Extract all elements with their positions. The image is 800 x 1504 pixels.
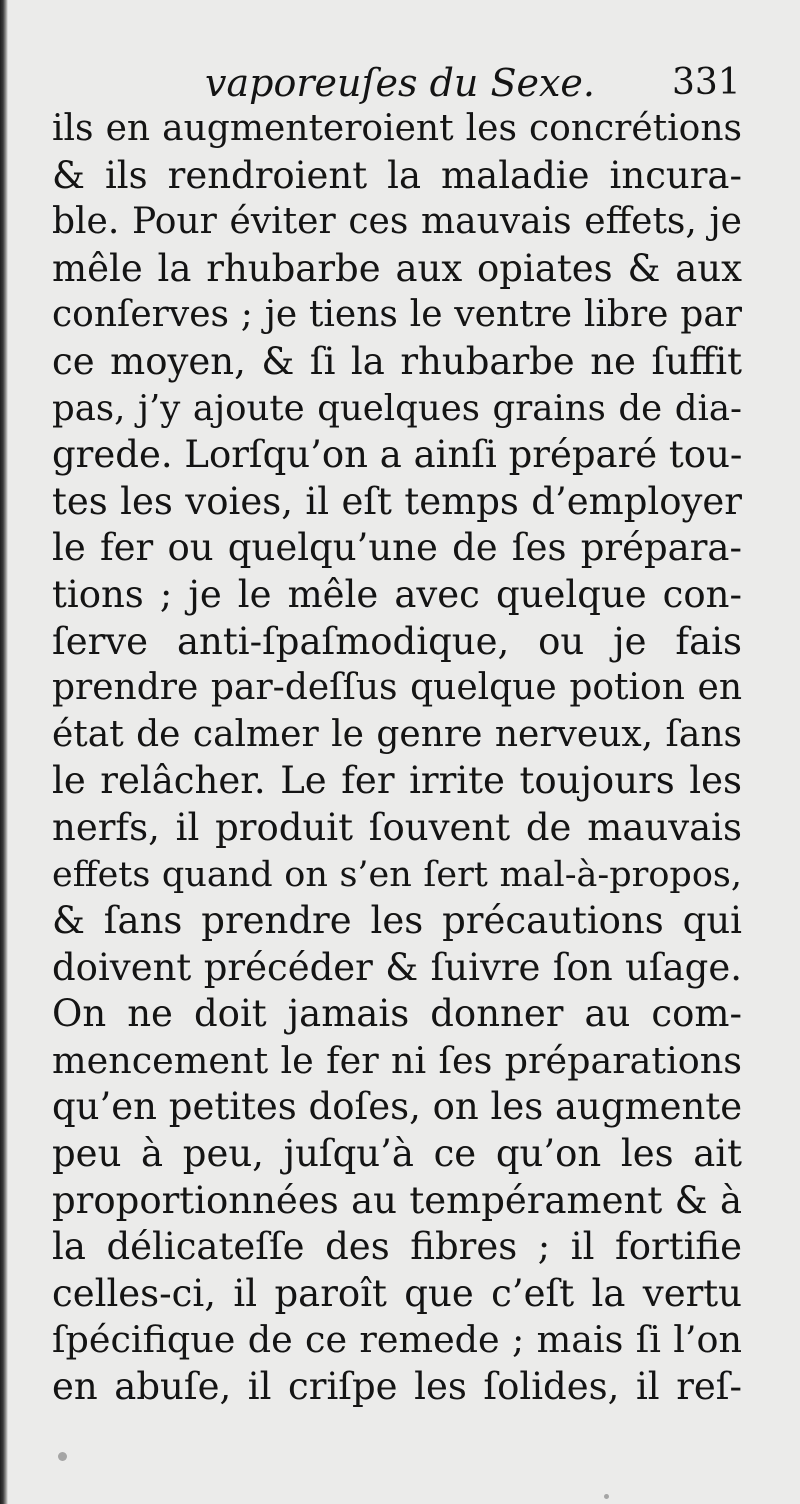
text-line: prendre par-deſſus quelque potion en	[52, 667, 742, 709]
page-header	[0, 60, 800, 106]
paper-speck	[604, 1494, 609, 1499]
running-title: vaporeuſes du Sexe.	[205, 61, 595, 105]
text-line: ſerve anti-ſpaſmodique, ou je fais	[52, 619, 742, 663]
text-line: mêle la rhubarbe aux opiates & aux	[52, 246, 742, 290]
text-line: pas, j’y ajoute quelques grains de dia-	[52, 387, 742, 429]
text-line: le relâcher. Le fer irrite toujours les	[52, 759, 742, 803]
text-line: grede. Lorſqu’on a ainſi préparé tou-	[52, 433, 742, 477]
text-line: ce moyen, & ſi la rhubarbe ne ſuffit	[52, 339, 742, 383]
text-line: & ils rendroient la maladie incura-	[52, 153, 742, 197]
text-line: tions ; je le mêle avec quelque con-	[52, 572, 742, 616]
text-line: ſpécifique de ce remede ; mais ſi l’on	[52, 1318, 742, 1362]
text-line: effets quand on s’en ſert mal-à-propos,	[52, 854, 742, 895]
text-line: qu’en petites doſes, on les augmente	[52, 1085, 742, 1129]
text-line: tes les voies, il eſt temps d’employer	[52, 479, 742, 523]
text-line: celles-ci, il paroît que c’eſt la vertu	[52, 1271, 742, 1315]
text-line: doivent précéder & ſuivre ſon uſage.	[52, 945, 742, 989]
text-line: proportionnées au tempérament & à	[52, 1178, 742, 1222]
text-line: conſerves ; je tiens le ventre libre par	[52, 294, 742, 336]
body-text	[52, 106, 742, 1411]
text-line: ble. Pour éviter ces mauvais effets, je	[52, 201, 742, 243]
text-line: & ſans prendre les précautions qui	[52, 899, 742, 943]
text-line: ils en augmenteroient les concrétions	[52, 108, 742, 149]
text-line: nerfs, il produit ſouvent de mauvais	[52, 805, 742, 849]
text-line: On ne doit jamais donner au com-	[52, 992, 742, 1036]
page-gutter-edge	[0, 0, 8, 1504]
paper-speck	[58, 1452, 67, 1461]
text-line: la délicateſſe des fibres ; il fortifie	[52, 1225, 742, 1269]
page-number: 331	[672, 62, 741, 103]
text-line: en abuſe, il criſpe les ſolides, il reſ-	[52, 1365, 742, 1409]
text-line: mencement le fer ni ſes préparations	[52, 1038, 742, 1082]
text-line: état de calmer le genre nerveux, ſans	[52, 713, 742, 755]
text-line: peu à peu, juſqu’à ce qu’on les ait	[52, 1132, 742, 1176]
text-line: le fer ou quelqu’une de ſes prépara-	[52, 526, 742, 570]
